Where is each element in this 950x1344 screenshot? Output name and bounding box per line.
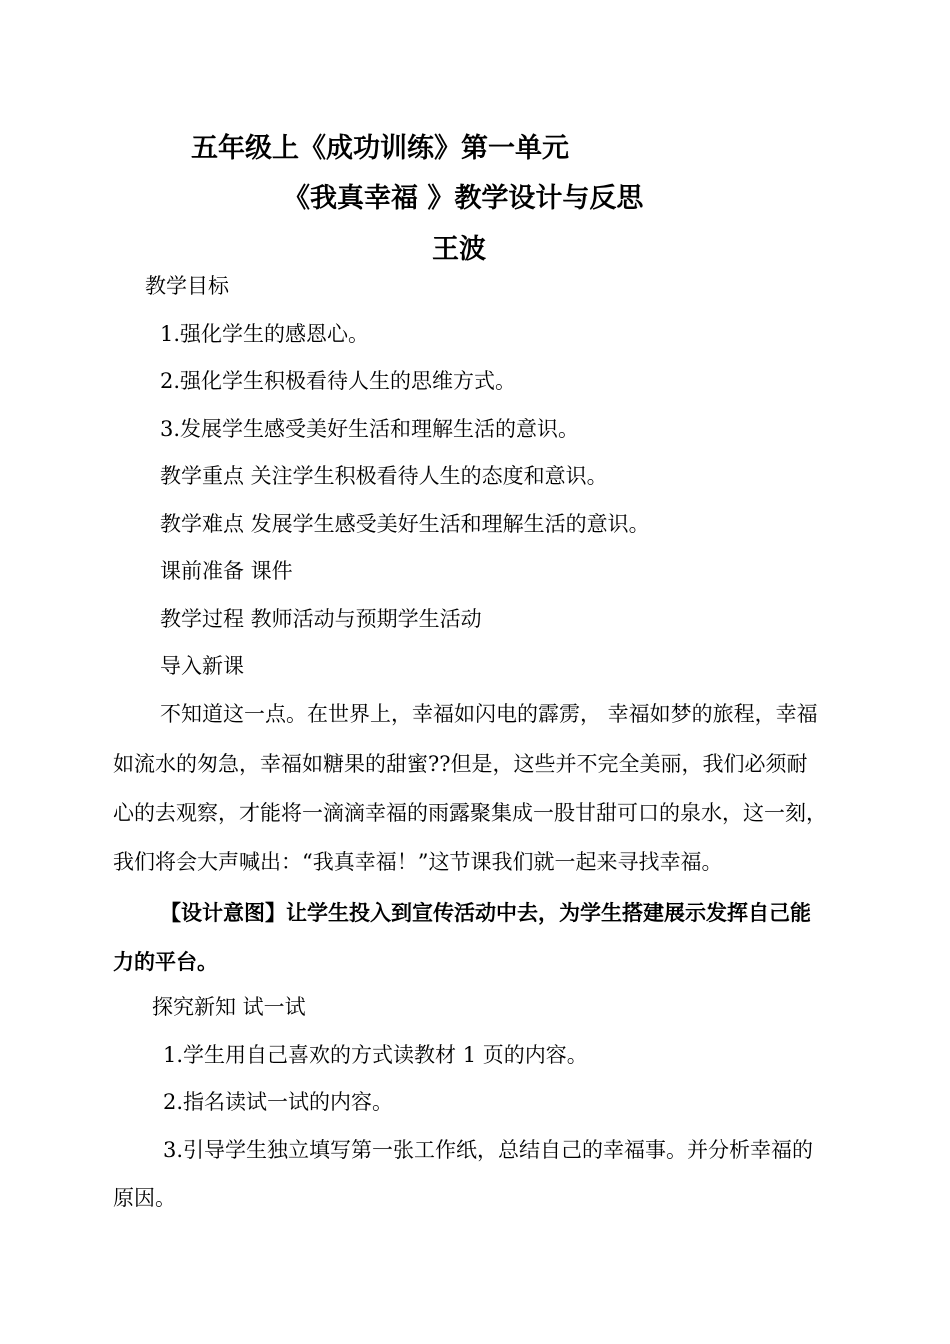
explore-item-1: 1.学生用自己喜欢的方式读教材 1 页的内容。 [163,1043,588,1067]
title-line-2: 《我真幸福 》教学设计与反思 [283,183,644,214]
preparation: 课前准备 课件 [160,559,293,583]
explore-heading: 探究新知 试一试 [152,995,306,1019]
difficulty: 教学难点 发展学生感受美好生活和理解生活的意识。 [160,512,650,536]
intro-paragraph-line-1: 不知道这一点。在世界上，幸福如闪电的霹雳， 幸福如梦的旅程，幸福 [160,702,818,726]
title-line-1: 五年级上《成功训练》第一单元 [191,133,569,164]
design-intent-line-1: 【设计意图】让学生投入到宣传活动中去，为学生搭建展示发挥自己能 [160,900,811,925]
objective-item-1: 1.强化学生的感恩心。 [160,322,370,346]
objective-item-2: 2.强化学生积极看待人生的思维方式。 [160,369,517,393]
key-point: 教学重点 关注学生积极看待人生的态度和意识。 [160,464,608,488]
intro-heading: 导入新课 [160,654,244,678]
author-name: 王波 [432,234,486,265]
explore-item-3: 3.引导学生独立填写第一张工作纸，总结自己的幸福事。并分析幸福的 [163,1138,814,1162]
design-intent-line-2: 力的平台。 [113,949,218,974]
explore-item-2: 2.指名读试一试的内容。 [163,1090,394,1114]
objectives-heading: 教学目标 [145,274,229,298]
teaching-process: 教学过程 教师活动与预期学生活动 [160,607,482,631]
objective-item-3: 3.发展学生感受美好生活和理解生活的意识。 [160,417,580,441]
intro-paragraph-line-4: 我们将会大声喊出：“我真幸福！”这节课我们就一起来寻找幸福。 [113,850,723,874]
intro-paragraph-line-3: 心的去观察，才能将一滴滴幸福的雨露聚集成一股甘甜可口的泉水，这一刻， [113,801,827,825]
explore-item-3-continuation: 原因。 [113,1186,176,1210]
intro-paragraph-line-2: 如流水的匆急，幸福如糖果的甜蜜??但是，这些并不完全美丽，我们必须耐 [113,752,808,776]
